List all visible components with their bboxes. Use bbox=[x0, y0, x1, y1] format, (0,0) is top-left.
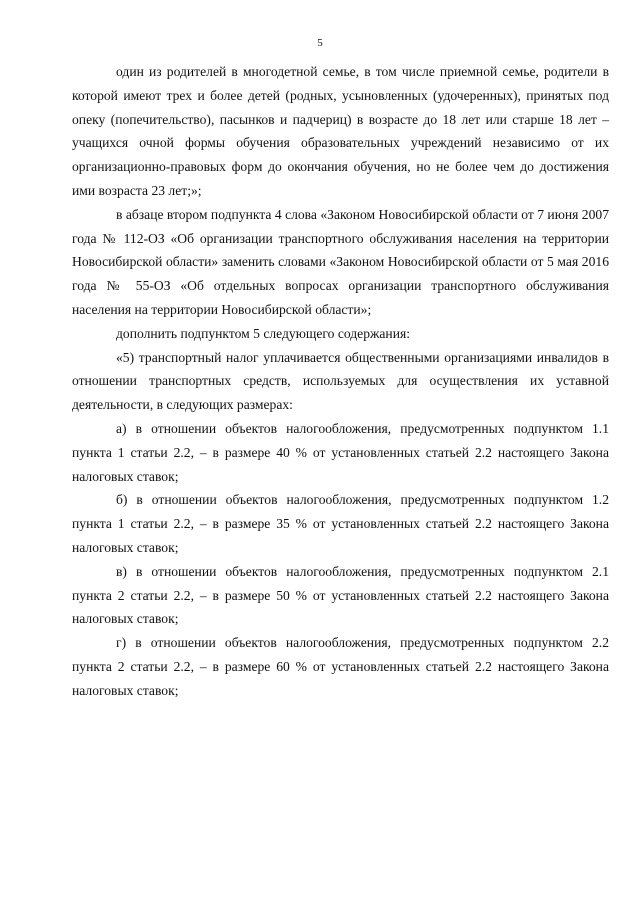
paragraph-item-g: г) в отношении объектов налогообложения, предусмотренных подпунктом 2.2 пункта 2 статьи 2.2, – в размере 60 % от установленных статьей 2.2 настоящего Закона налоговых ставок; bbox=[72, 635, 609, 698]
paragraph-parents-large-family: один из родителей в многодетной семье, в том числе приемной семье, родители в которой имеют трех и более детей (родных, усыновленных (удочеренных), принятых под опеку (попечительство), пасынков и падчериц) в возрасте до 18 лет или старше 18 лет – учащихся очной формы обучения образовательных учреждений независимо от их организационно-правовых форм до окончания обучения, но не более чем до достижения ими возраста 23 лет;»; bbox=[72, 64, 609, 198]
document-body bbox=[72, 60, 609, 703]
page-number: 5 bbox=[317, 37, 323, 49]
paragraph-item-b: б) в отношении объектов налогообложения, предусмотренных подпунктом 1.2 пункта 1 статьи 2.2, – в размере 35 % от установленных статьей 2.2 настоящего Закона налоговых ставок; bbox=[72, 492, 609, 555]
paragraph-amend-subparagraph-4: в абзаце втором подпункта 4 слова «Законом Новосибирской области от 7 июня 2007 года № 112-ОЗ «Об организации транспортного обслуживания населения на территории Новосибирской области» заменить словами «Законом Новосибирской области от 5 мая 2016 года № 55-ОЗ «Об отдельных вопросах организации транспортного обслуживания населения на территории Новосибирской области»; bbox=[72, 206, 609, 317]
paragraph-item-v: в) в отношении объектов налогообложения, предусмотренных подпунктом 2.1 пункта 2 статьи 2.2, – в размере 50 % от установленных статьей 2.2 настоящего Закона налоговых ставок; bbox=[72, 563, 609, 627]
paragraph-item-a: а) в отношении объектов налогообложения, предусмотренных подпунктом 1.1 пункта 1 статьи 2.2, – в размере 40 % от установленных статьей 2.2 настоящего Закона налоговых ставок; bbox=[72, 420, 609, 484]
paragraph-subparagraph-5-intro: «5) транспортный налог уплачивается общественными организациями инвалидов в отношении транспортных средств, используемых для осуществления их уставной деятельности, в следующих размерах: bbox=[72, 349, 609, 413]
paragraph-add-subparagraph-5: дополнить подпунктом 5 следующего содержания: bbox=[116, 325, 411, 341]
